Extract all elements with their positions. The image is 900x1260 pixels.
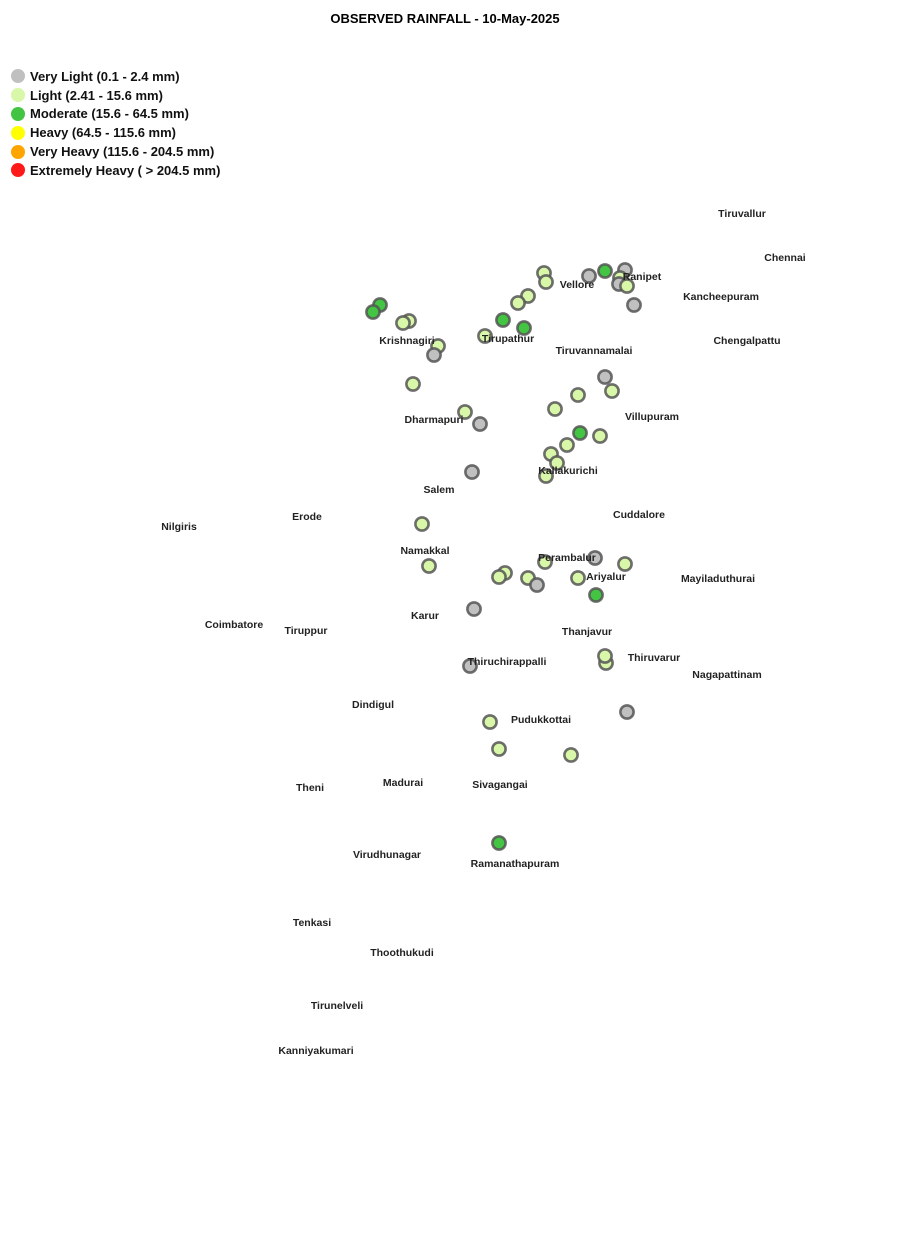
station-marker-light: [598, 649, 611, 662]
district-label-ranipet: Ranipet: [622, 270, 662, 283]
legend-label-light: Light (2.41 - 15.6 mm): [30, 87, 163, 103]
district-labels: [161, 208, 806, 1057]
station-marker-light: [571, 388, 584, 401]
station-marker-light: [618, 557, 631, 570]
station-marker-light: [406, 377, 419, 390]
station-marker-very-light: [427, 348, 440, 361]
station-marker-very-light: [530, 578, 543, 591]
station-marker-very-light: [620, 705, 633, 718]
station-marker-light: [483, 715, 496, 728]
district-label-tirunelveli: Tirunelveli: [310, 999, 364, 1012]
station-marker-light: [422, 559, 435, 572]
district-label-tirupathur: Tirupathur: [481, 332, 535, 345]
legend-label-extremely-heavy: Extremely Heavy ( > 204.5 mm): [30, 162, 221, 178]
district-label-tiruppur: Tiruppur: [284, 624, 328, 637]
district-label-ariyalur: Ariyalur: [586, 570, 626, 583]
district-label-krishnagiri: Krishnagiri: [379, 334, 435, 347]
district-label-nagapattinam: Nagapattinam: [692, 668, 762, 681]
station-marker-light: [415, 517, 428, 530]
station-marker-moderate: [492, 836, 505, 849]
district-label-dharmapuri: Dharmapuri: [404, 413, 464, 426]
district-label-salem: Salem: [423, 483, 455, 496]
district-label-ramanathapuram: Ramanathapuram: [470, 857, 560, 870]
district-label-kanniyakumari: Kanniyakumari: [278, 1044, 354, 1057]
district-label-thanjavur: Thanjavur: [561, 625, 613, 638]
station-marker-light: [539, 275, 552, 288]
station-marker-light: [548, 402, 561, 415]
station-marker-light: [511, 296, 524, 309]
district-label-chengalpattu: Chengalpattu: [713, 334, 781, 347]
map-title: OBSERVED RAINFALL - 10-May-2025: [330, 11, 560, 26]
district-label-dindigul: Dindigul: [352, 698, 394, 711]
district-label-coimbatore: Coimbatore: [204, 618, 264, 631]
district-label-namakkal: Namakkal: [400, 544, 450, 557]
station-marker-light: [560, 438, 573, 451]
station-marker-light: [571, 571, 584, 584]
district-label-pudukkottai: Pudukkottai: [510, 713, 572, 726]
district-label-tiruvannamalai: Tiruvannamalai: [555, 344, 633, 357]
district-label-thiruvarur: Thiruvarur: [627, 651, 681, 664]
station-marker-very-light: [473, 417, 486, 430]
district-label-karur: Karur: [410, 609, 440, 622]
district-label-kallakurichi: Kallakurichi: [538, 464, 598, 477]
district-label-nilgiris: Nilgiris: [161, 520, 197, 533]
district-label-villupuram: Villupuram: [624, 410, 680, 423]
legend-label-heavy: Heavy (64.5 - 115.6 mm): [30, 125, 176, 141]
district-label-chennai: Chennai: [764, 251, 806, 264]
station-marker-moderate: [573, 426, 586, 439]
district-label-cuddalore: Cuddalore: [613, 508, 665, 521]
legend-label-very-heavy: Very Heavy (115.6 - 204.5 mm): [30, 144, 215, 160]
district-label-theni: Theni: [296, 781, 324, 794]
station-marker-light: [564, 748, 577, 761]
district-label-tenkasi: Tenkasi: [292, 916, 332, 929]
district-label-erode: Erode: [292, 510, 322, 523]
station-marker-light: [396, 316, 409, 329]
district-label-mayiladuthurai: Mayiladuthurai: [680, 572, 756, 585]
legend-label-very-light: Very Light (0.1 - 2.4 mm): [30, 68, 180, 84]
station-marker-moderate: [496, 313, 509, 326]
district-label-perambalur: Perambalur: [538, 551, 596, 564]
district-label-virudhunagar: Virudhunagar: [352, 848, 422, 861]
district-label-thiruchirappalli: Thiruchirappalli: [467, 655, 547, 668]
station-marker-light: [605, 384, 618, 397]
station-marker-light: [492, 570, 505, 583]
district-label-madurai: Madurai: [382, 776, 424, 789]
station-marker-very-light: [598, 370, 611, 383]
station-marker-moderate: [366, 305, 379, 318]
district-label-vellore: Vellore: [559, 278, 595, 291]
station-marker-moderate: [598, 264, 611, 277]
district-label-tiruvallur: Tiruvallur: [718, 207, 766, 220]
station-marker-very-light: [465, 465, 478, 478]
district-label-kancheepuram: Kancheepuram: [683, 290, 759, 303]
district-label-sivagangai: Sivagangai: [472, 778, 528, 791]
station-marker-very-light: [627, 298, 640, 311]
legend-label-moderate: Moderate (15.6 - 64.5 mm): [30, 106, 189, 122]
district-label-thoothukudi: Thoothukudi: [370, 946, 434, 959]
station-marker-very-light: [467, 602, 480, 615]
station-marker-moderate: [589, 588, 602, 601]
station-marker-light: [593, 429, 606, 442]
station-marker-light: [492, 742, 505, 755]
